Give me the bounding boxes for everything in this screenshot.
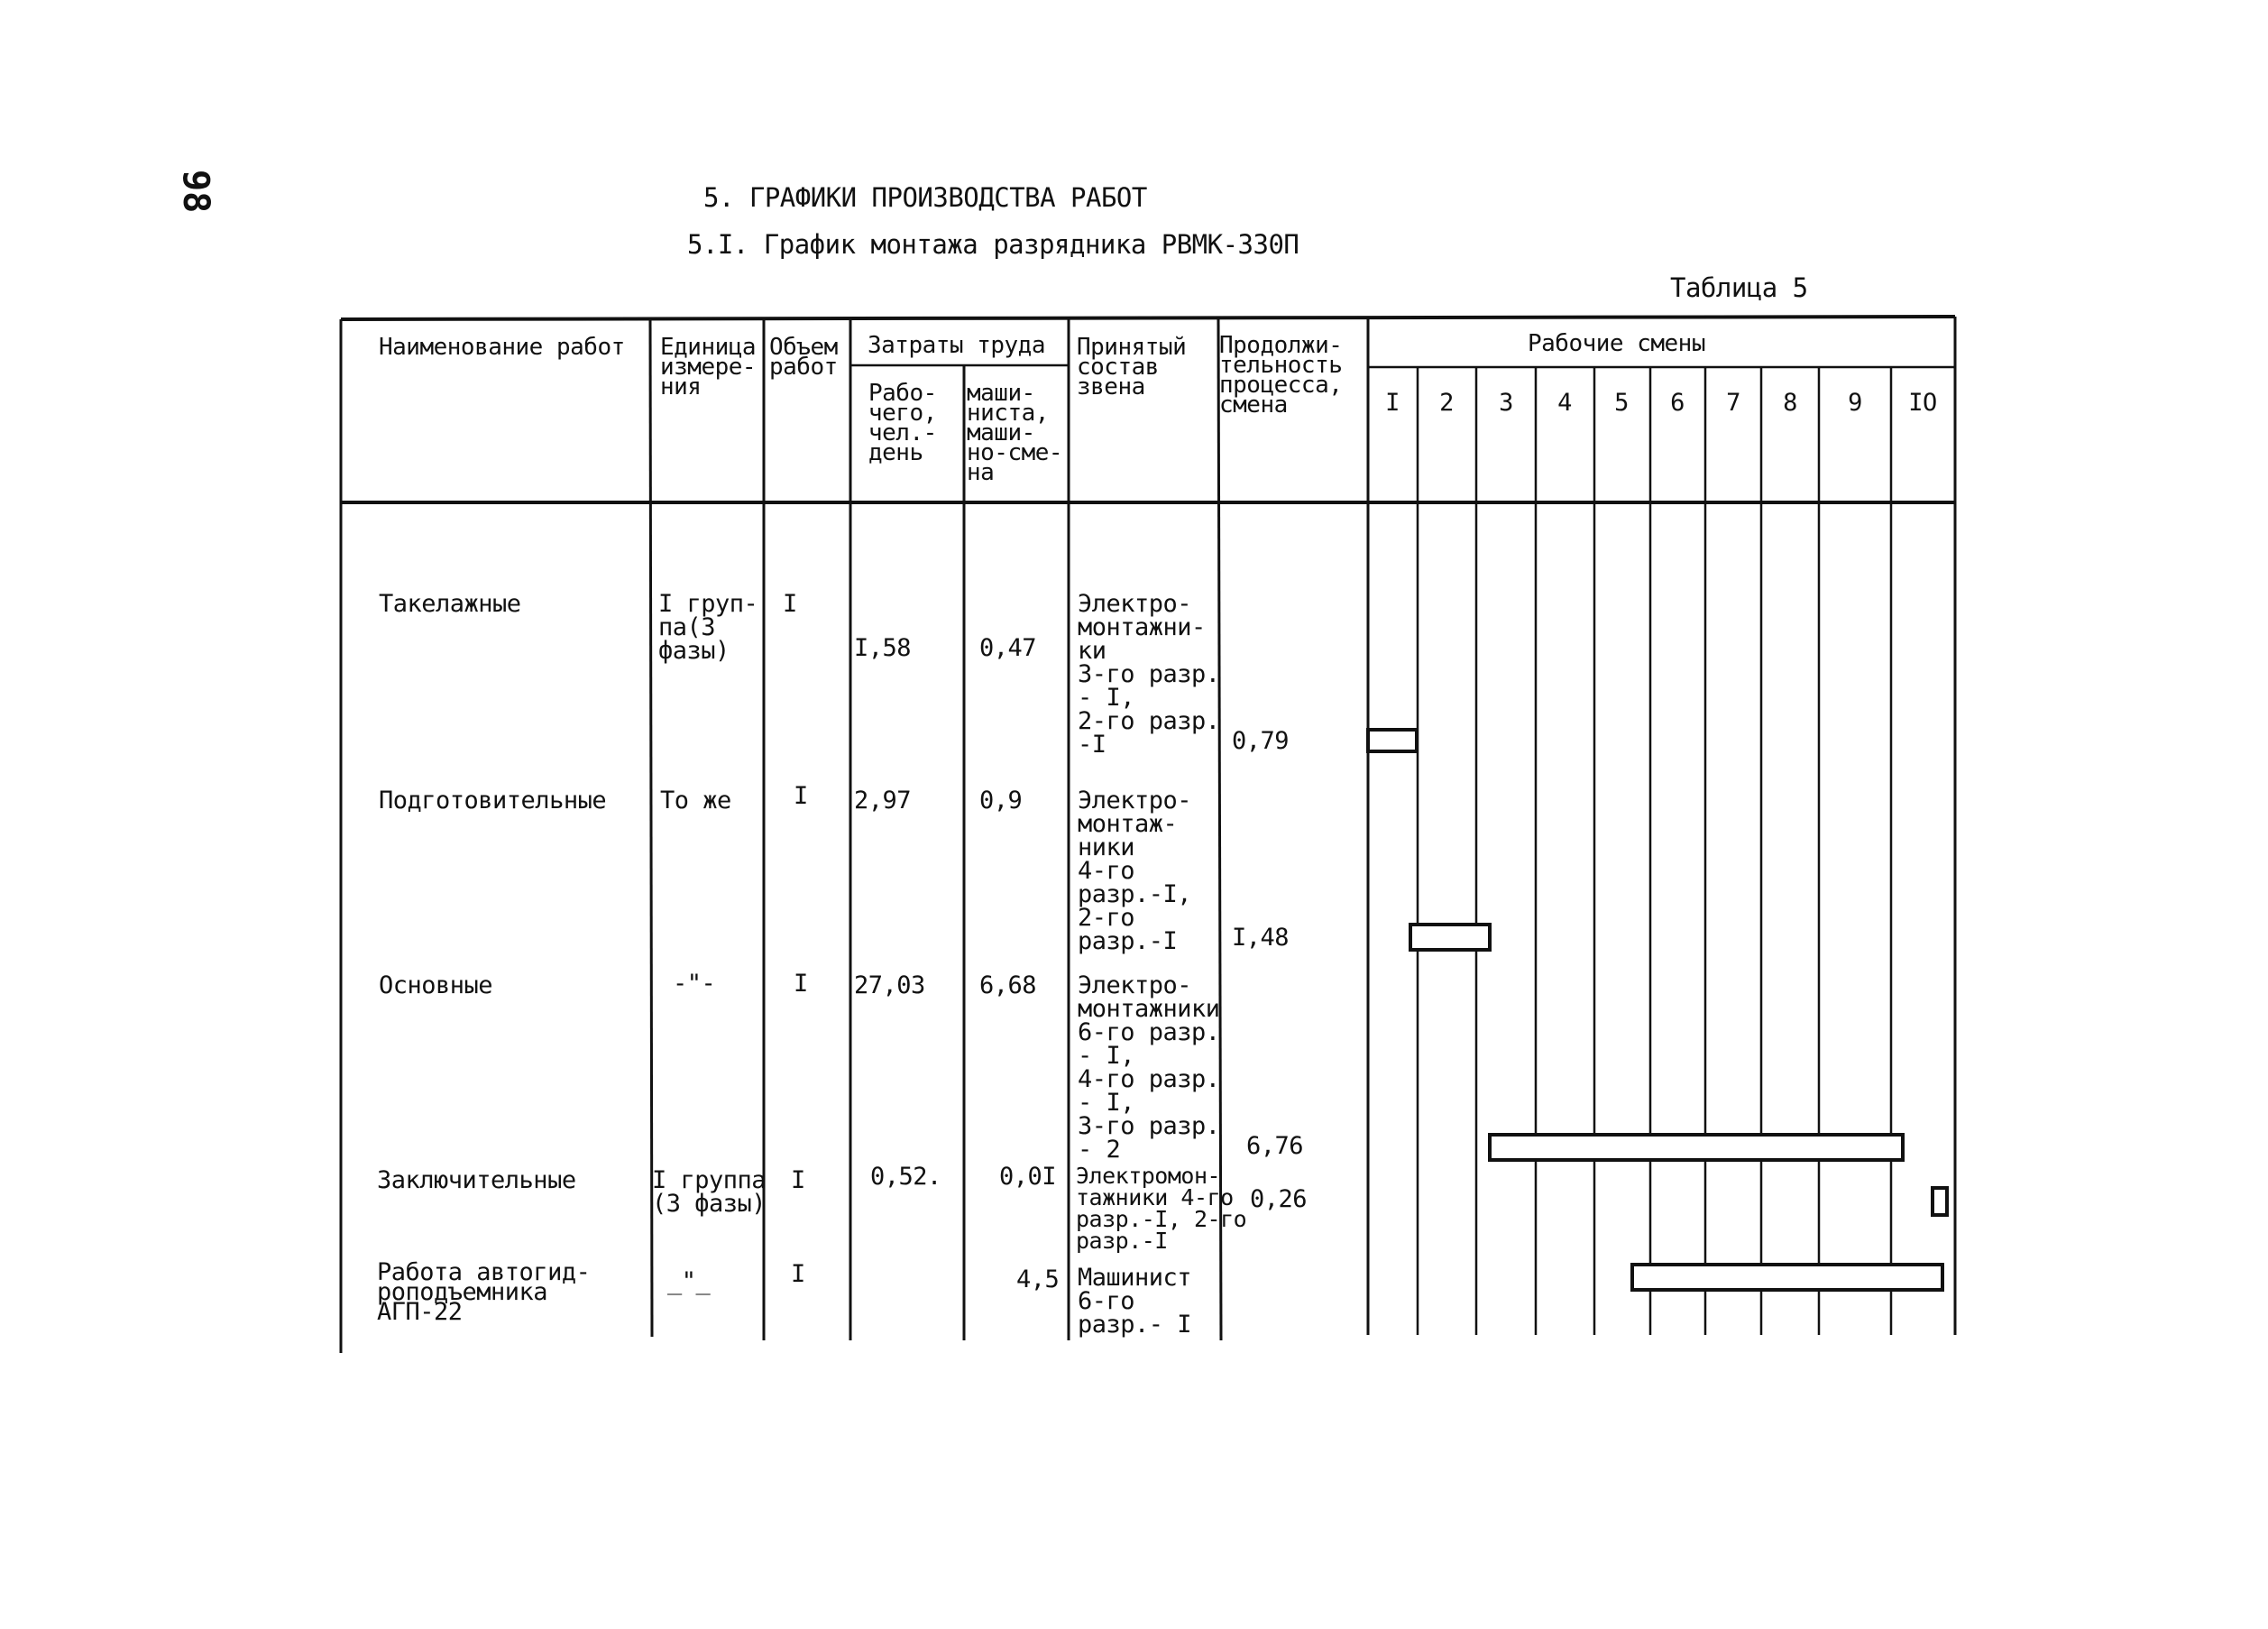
row-unit: То же: [660, 787, 731, 814]
row-work-name: Основные: [379, 971, 493, 999]
row-unit: _"_: [667, 1267, 711, 1295]
header-work-name: Наименование работ: [379, 334, 625, 361]
row-labor-machinist: 0,47: [979, 634, 1037, 662]
gantt-bar-final: [1933, 1188, 1947, 1215]
row-labor-machinist: 0,0I: [999, 1163, 1057, 1191]
row-duration: 6,76: [1246, 1132, 1304, 1160]
row-volume: I: [783, 590, 797, 618]
row-labor-machinist: 6,68: [979, 971, 1037, 999]
row-labor-worker: I,58: [854, 634, 912, 662]
row-crew: Электромон- тажники 4-го разр.-I, 2-го разр.-I: [1076, 1163, 1247, 1254]
subsection-title: 5.I. График монтажа разрядника РВМК-330П: [687, 229, 1299, 260]
shift-number: 8: [1783, 389, 1797, 417]
row-labor-worker: 2,97: [854, 787, 912, 814]
shift-number: 2: [1439, 389, 1454, 417]
row-work-name: Работа автогид- роподъемника АГП-22: [377, 1258, 591, 1326]
shift-number: I: [1385, 389, 1400, 417]
page-number: 98: [175, 170, 216, 214]
header-labor-worker: Рабо- чего, чел.- день: [868, 380, 937, 466]
shift-number: 9: [1848, 389, 1862, 417]
shift-number: 5: [1614, 389, 1629, 417]
gantt-bar-main: [1490, 1135, 1903, 1160]
row-labor-machinist: 0,9: [979, 787, 1023, 814]
row-crew: Электро- монтаж- ники 4-го разр.-I, 2-го разр.-I: [1078, 787, 1192, 955]
row-duration: 0,79: [1232, 727, 1290, 755]
row-volume: I: [791, 1166, 805, 1194]
row-crew: Машинист 6-го разр.- I: [1078, 1264, 1192, 1339]
row-crew: Электро- монтажники 6-го разр. - I, 4-го разр. - I, 3-го разр. - 2: [1078, 971, 1220, 1164]
header-crew: Принятый состав звена: [1077, 334, 1187, 400]
row-work-name: Такелажные: [379, 590, 521, 618]
row-labor-worker: 0,52.: [870, 1163, 941, 1191]
row-work-name: Подготовительные: [379, 787, 607, 814]
row-labor-worker: 27,03: [854, 971, 925, 999]
gantt-bar-preparatory: [1410, 925, 1490, 950]
row-duration: I,48: [1232, 924, 1290, 952]
row-volume: I: [794, 970, 808, 998]
header-unit: Единица измере- ния: [660, 334, 757, 400]
section-title: 5. ГРАФИКИ ПРОИЗВОДСТВА РАБОТ: [703, 182, 1147, 213]
row-volume: I: [794, 782, 808, 810]
row-volume: I: [791, 1260, 805, 1288]
row-unit: I груп- па(3 фазы): [658, 590, 758, 665]
shift-number: 3: [1499, 389, 1513, 417]
shift-number: 4: [1557, 389, 1572, 417]
shift-number: IO: [1908, 389, 1937, 417]
header-labor-costs: Затраты труда: [868, 332, 1045, 359]
row-unit: -"-: [673, 970, 716, 998]
gantt-bar-rigging: [1368, 730, 1417, 751]
header-labor-machinist: маши- ниста, маши- но-сме- на: [967, 380, 1063, 486]
row-labor-machinist: 4,5: [1016, 1265, 1060, 1293]
row-unit: I группа (3 фазы): [652, 1166, 767, 1218]
header-shifts: Рабочие смены: [1528, 330, 1705, 357]
shift-number: 7: [1726, 389, 1740, 417]
header-duration: Продолжи- тельность процесса, смена: [1219, 332, 1343, 419]
table-label: Таблица 5: [1670, 272, 1808, 303]
gantt-bar-lift: [1632, 1265, 1942, 1290]
row-duration: 0,26: [1250, 1185, 1308, 1213]
row-work-name: Заключительные: [377, 1166, 576, 1194]
shift-number: 6: [1670, 389, 1685, 417]
row-crew: Электро- монтажни- ки 3-го разр. - I, 2-го разр. -I: [1078, 590, 1220, 759]
header-volume: Объем работ: [769, 334, 838, 381]
